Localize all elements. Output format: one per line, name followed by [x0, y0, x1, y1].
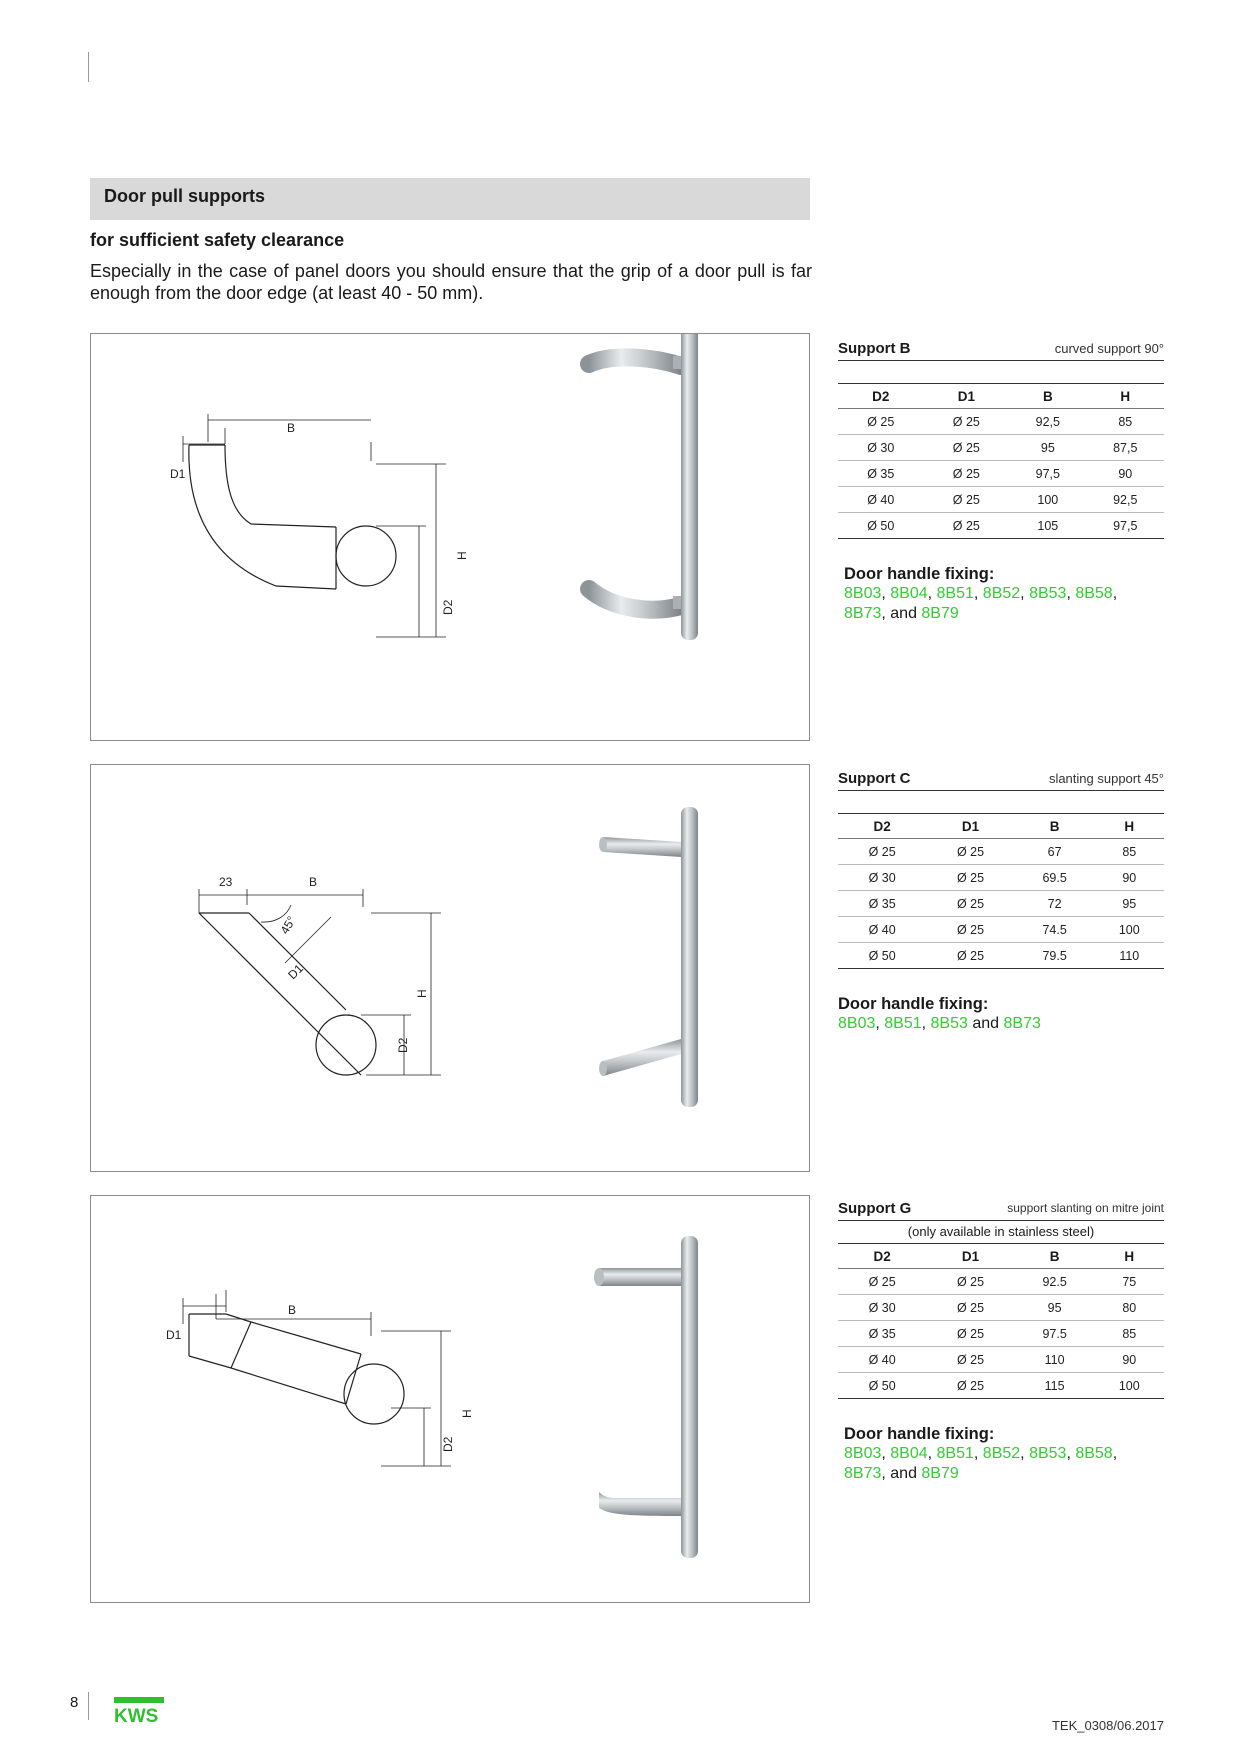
support-b-fixing-title: Door handle fixing: — [844, 565, 995, 583]
support-c-table — [838, 813, 1164, 969]
support-c-description: slanting support 45° — [1048, 771, 1164, 786]
table-cell: 90 — [1087, 461, 1164, 487]
fixing-line — [844, 1464, 1144, 1484]
fixing-code-link[interactable]: 8B52 — [982, 585, 1021, 602]
support-c-spec — [838, 768, 1164, 1034]
column-header: D1 — [926, 1244, 1014, 1269]
fixing-separator: , — [881, 585, 891, 602]
table-cell: 72 — [1015, 891, 1095, 917]
support-g-spec — [838, 1198, 1164, 1484]
table-cell: Ø 25 — [926, 1295, 1014, 1321]
table-cell: 92,5 — [1009, 409, 1086, 435]
table-cell: 85 — [1087, 409, 1164, 435]
table-cell: 95 — [1009, 435, 1086, 461]
table-cell: 74.5 — [1015, 917, 1095, 943]
dim-label-d2: D2 — [441, 1436, 455, 1452]
dim-label-offset: 23 — [219, 875, 233, 889]
table-cell: 90 — [1095, 865, 1164, 891]
table-cell: 92.5 — [1015, 1269, 1095, 1295]
table-cell: Ø 25 — [926, 1321, 1014, 1347]
dim-label-h: H — [415, 989, 429, 998]
table-cell: Ø 50 — [838, 513, 924, 539]
table-cell: 100 — [1095, 1373, 1164, 1399]
dim-label-h: H — [460, 1409, 474, 1418]
column-header: H — [1087, 384, 1164, 409]
fixing-code-link[interactable]: 8B53 — [930, 1015, 968, 1032]
dim-label-b: B — [288, 1303, 297, 1317]
table-cell: Ø 25 — [924, 513, 1010, 539]
table-cell: Ø 25 — [924, 461, 1010, 487]
table-row — [838, 409, 1164, 435]
table-cell: 87,5 — [1087, 435, 1164, 461]
top-margin-mark — [88, 52, 89, 82]
table-cell: 69.5 — [1015, 865, 1095, 891]
footer-separator — [88, 1692, 89, 1720]
support-b-fixing-codes — [844, 584, 1144, 624]
support-g-fixing-codes — [844, 1444, 1144, 1484]
subheading: for sufficient safety clearance — [90, 230, 345, 250]
table-row — [838, 1295, 1164, 1321]
kws-logo-bar — [114, 1697, 164, 1703]
page-number: 8 — [70, 1694, 79, 1711]
table-cell: Ø 25 — [838, 409, 924, 435]
table-row — [838, 917, 1164, 943]
support-g-header — [838, 1198, 1164, 1221]
column-header: D1 — [924, 384, 1010, 409]
fixing-separator: , — [927, 585, 937, 602]
fixing-code-link[interactable]: 8B53 — [1029, 1445, 1067, 1462]
support-c-gap — [838, 791, 1164, 813]
table-row — [838, 461, 1164, 487]
dim-label-h: H — [455, 551, 469, 560]
table-cell: 79.5 — [1015, 943, 1095, 969]
support-c-name: Support C — [838, 770, 911, 787]
support-b-spec — [838, 338, 1164, 624]
table-cell: 75 — [1095, 1269, 1164, 1295]
table-row — [838, 513, 1164, 539]
table-cell: Ø 25 — [926, 1347, 1014, 1373]
dim-label-d1: D1 — [285, 961, 306, 983]
section-title: Door pull supports — [104, 186, 265, 206]
table-cell: 97,5 — [1087, 513, 1164, 539]
column-header: H — [1095, 814, 1164, 839]
fixing-separator: and — [967, 1015, 1004, 1032]
support-b-name: Support B — [838, 340, 911, 357]
table-row — [838, 1373, 1164, 1399]
fixing-code-link[interactable]: 8B79 — [921, 1465, 959, 1482]
table-cell: 95 — [1015, 1295, 1095, 1321]
fixing-separator: , — [921, 1015, 931, 1032]
column-header: D2 — [838, 384, 924, 409]
dim-label-b: B — [287, 421, 296, 435]
table-cell: Ø 30 — [838, 435, 924, 461]
dim-label-d2: D2 — [441, 599, 455, 615]
support-b-description: curved support 90° — [1054, 341, 1164, 356]
fixing-code-link[interactable]: 8B04 — [890, 1445, 928, 1462]
support-g-name: Support G — [838, 1200, 912, 1217]
support-c-fixing-codes — [838, 1014, 1138, 1034]
table-cell: 100 — [1009, 487, 1086, 513]
table-cell: Ø 25 — [924, 487, 1010, 513]
fixing-code-link[interactable]: 8B03 — [844, 585, 882, 602]
support-c-fixing-title: Door handle fixing: — [838, 995, 989, 1013]
fixing-separator: , and — [881, 605, 922, 622]
support-g-description: support slanting on mitre joint — [1007, 1201, 1164, 1215]
support-b-table — [838, 383, 1164, 539]
support-c-header — [838, 768, 1164, 791]
table-cell: Ø 30 — [838, 1295, 926, 1321]
fixing-line — [838, 1014, 1138, 1034]
fixing-code-link[interactable]: 8B73 — [844, 605, 882, 622]
fixing-separator: , — [881, 1445, 891, 1462]
document-reference: TEK_0308/06.2017 — [1051, 1718, 1164, 1733]
fixing-code-link[interactable]: 8B58 — [1075, 585, 1113, 602]
table-cell: 85 — [1095, 1321, 1164, 1347]
table-cell: 95 — [1095, 891, 1164, 917]
table-cell: Ø 25 — [926, 839, 1014, 865]
table-row — [838, 839, 1164, 865]
table-cell: Ø 25 — [926, 865, 1014, 891]
table-row — [838, 1269, 1164, 1295]
support-g-table — [838, 1243, 1164, 1399]
fixing-code-link[interactable]: 8B79 — [921, 605, 959, 622]
table-row — [838, 865, 1164, 891]
support-b-gap — [838, 361, 1164, 383]
fixing-separator: , — [1066, 585, 1076, 602]
table-cell: Ø 30 — [838, 865, 926, 891]
table-cell: Ø 25 — [924, 435, 1010, 461]
support-c-product-image — [599, 807, 698, 1107]
table-cell: Ø 35 — [838, 1321, 926, 1347]
column-header: D2 — [838, 814, 926, 839]
support-b-product-image — [589, 334, 698, 640]
column-header: B — [1009, 384, 1086, 409]
table-cell: 90 — [1095, 1347, 1164, 1373]
fixing-code-link[interactable]: 8B52 — [982, 1445, 1021, 1462]
table-row — [838, 891, 1164, 917]
fixing-line — [844, 584, 1144, 604]
dim-label-angle: 45° — [277, 913, 299, 937]
intro-paragraph: Especially in the case of panel doors you should ensure that the grip of a door pull is far enough from the door edge (at least 40 - 50 mm). — [90, 261, 812, 303]
table-cell: Ø 25 — [926, 1373, 1014, 1399]
fixing-code-link[interactable]: 8B73 — [1003, 1015, 1041, 1032]
support-g-product-image — [594, 1236, 698, 1558]
fixing-code-link[interactable]: 8B03 — [838, 1015, 876, 1032]
table-cell: 92,5 — [1087, 487, 1164, 513]
fixing-separator: , — [973, 585, 983, 602]
column-header: B — [1015, 1244, 1095, 1269]
kws-logo: KWS — [114, 1706, 159, 1727]
table-cell: 115 — [1015, 1373, 1095, 1399]
support-g-note: (only available in stainless steel) — [907, 1224, 1095, 1239]
table-cell: 97.5 — [1015, 1321, 1095, 1347]
table-cell: Ø 40 — [838, 487, 924, 513]
table-cell: Ø 40 — [838, 1347, 926, 1373]
column-header: H — [1095, 1244, 1164, 1269]
table-row — [838, 487, 1164, 513]
table-cell: 110 — [1095, 943, 1164, 969]
support-g-drawing-panel — [90, 1195, 810, 1603]
table-cell: Ø 25 — [838, 1269, 926, 1295]
table-row — [838, 1347, 1164, 1373]
table-cell: Ø 25 — [838, 839, 926, 865]
fixing-separator: , — [973, 1445, 983, 1462]
support-g-technical-drawing — [183, 1290, 451, 1466]
table-cell: Ø 25 — [926, 891, 1014, 917]
table-cell: 80 — [1095, 1295, 1164, 1321]
table-row — [838, 1321, 1164, 1347]
fixing-separator: , — [1020, 1445, 1030, 1462]
fixing-line — [844, 604, 1144, 624]
table-cell: 97,5 — [1009, 461, 1086, 487]
dim-label-d2: D2 — [396, 1037, 410, 1053]
dim-label-b: B — [309, 875, 318, 889]
fixing-code-link[interactable]: 8B53 — [1029, 585, 1067, 602]
support-b-drawing-panel — [90, 333, 810, 741]
table-cell: 105 — [1009, 513, 1086, 539]
fixing-code-link[interactable]: 8B51 — [936, 585, 974, 602]
table-cell: Ø 50 — [838, 1373, 926, 1399]
column-header: B — [1015, 814, 1095, 839]
table-cell: 85 — [1095, 839, 1164, 865]
support-b-header — [838, 338, 1164, 361]
table-cell: Ø 50 — [838, 943, 926, 969]
table-cell: Ø 25 — [926, 917, 1014, 943]
fixing-code-link[interactable]: 8B51 — [936, 1445, 974, 1462]
table-cell: Ø 25 — [926, 1269, 1014, 1295]
table-cell: 110 — [1015, 1347, 1095, 1373]
fixing-code-link[interactable]: 8B58 — [1075, 1445, 1113, 1462]
fixing-separator: , — [875, 1015, 885, 1032]
fixing-separator: , — [1112, 1445, 1118, 1462]
fixing-line — [844, 1444, 1144, 1464]
table-row — [838, 943, 1164, 969]
column-header: D1 — [926, 814, 1014, 839]
fixing-code-link[interactable]: 8B51 — [884, 1015, 922, 1032]
fixing-code-link[interactable]: 8B04 — [890, 585, 928, 602]
fixing-separator: , and — [881, 1465, 922, 1482]
support-b-technical-drawing — [183, 414, 446, 637]
fixing-code-link[interactable]: 8B03 — [844, 1445, 882, 1462]
table-cell: Ø 25 — [924, 409, 1010, 435]
table-cell: Ø 35 — [838, 891, 926, 917]
fixing-separator: , — [1112, 585, 1118, 602]
dim-label-d1: D1 — [166, 1328, 182, 1342]
table-cell: 100 — [1095, 917, 1164, 943]
table-cell: Ø 40 — [838, 917, 926, 943]
fixing-separator: , — [1066, 1445, 1076, 1462]
fixing-separator: , — [927, 1445, 937, 1462]
table-cell: Ø 25 — [926, 943, 1014, 969]
dim-label-d1: D1 — [170, 467, 186, 481]
support-c-drawing-panel — [90, 764, 810, 1172]
table-row — [838, 435, 1164, 461]
column-header: D2 — [838, 1244, 926, 1269]
table-cell: Ø 35 — [838, 461, 924, 487]
table-cell: 67 — [1015, 839, 1095, 865]
fixing-code-link[interactable]: 8B73 — [844, 1465, 882, 1482]
support-g-fixing-title: Door handle fixing: — [844, 1425, 995, 1443]
fixing-separator: , — [1020, 585, 1030, 602]
